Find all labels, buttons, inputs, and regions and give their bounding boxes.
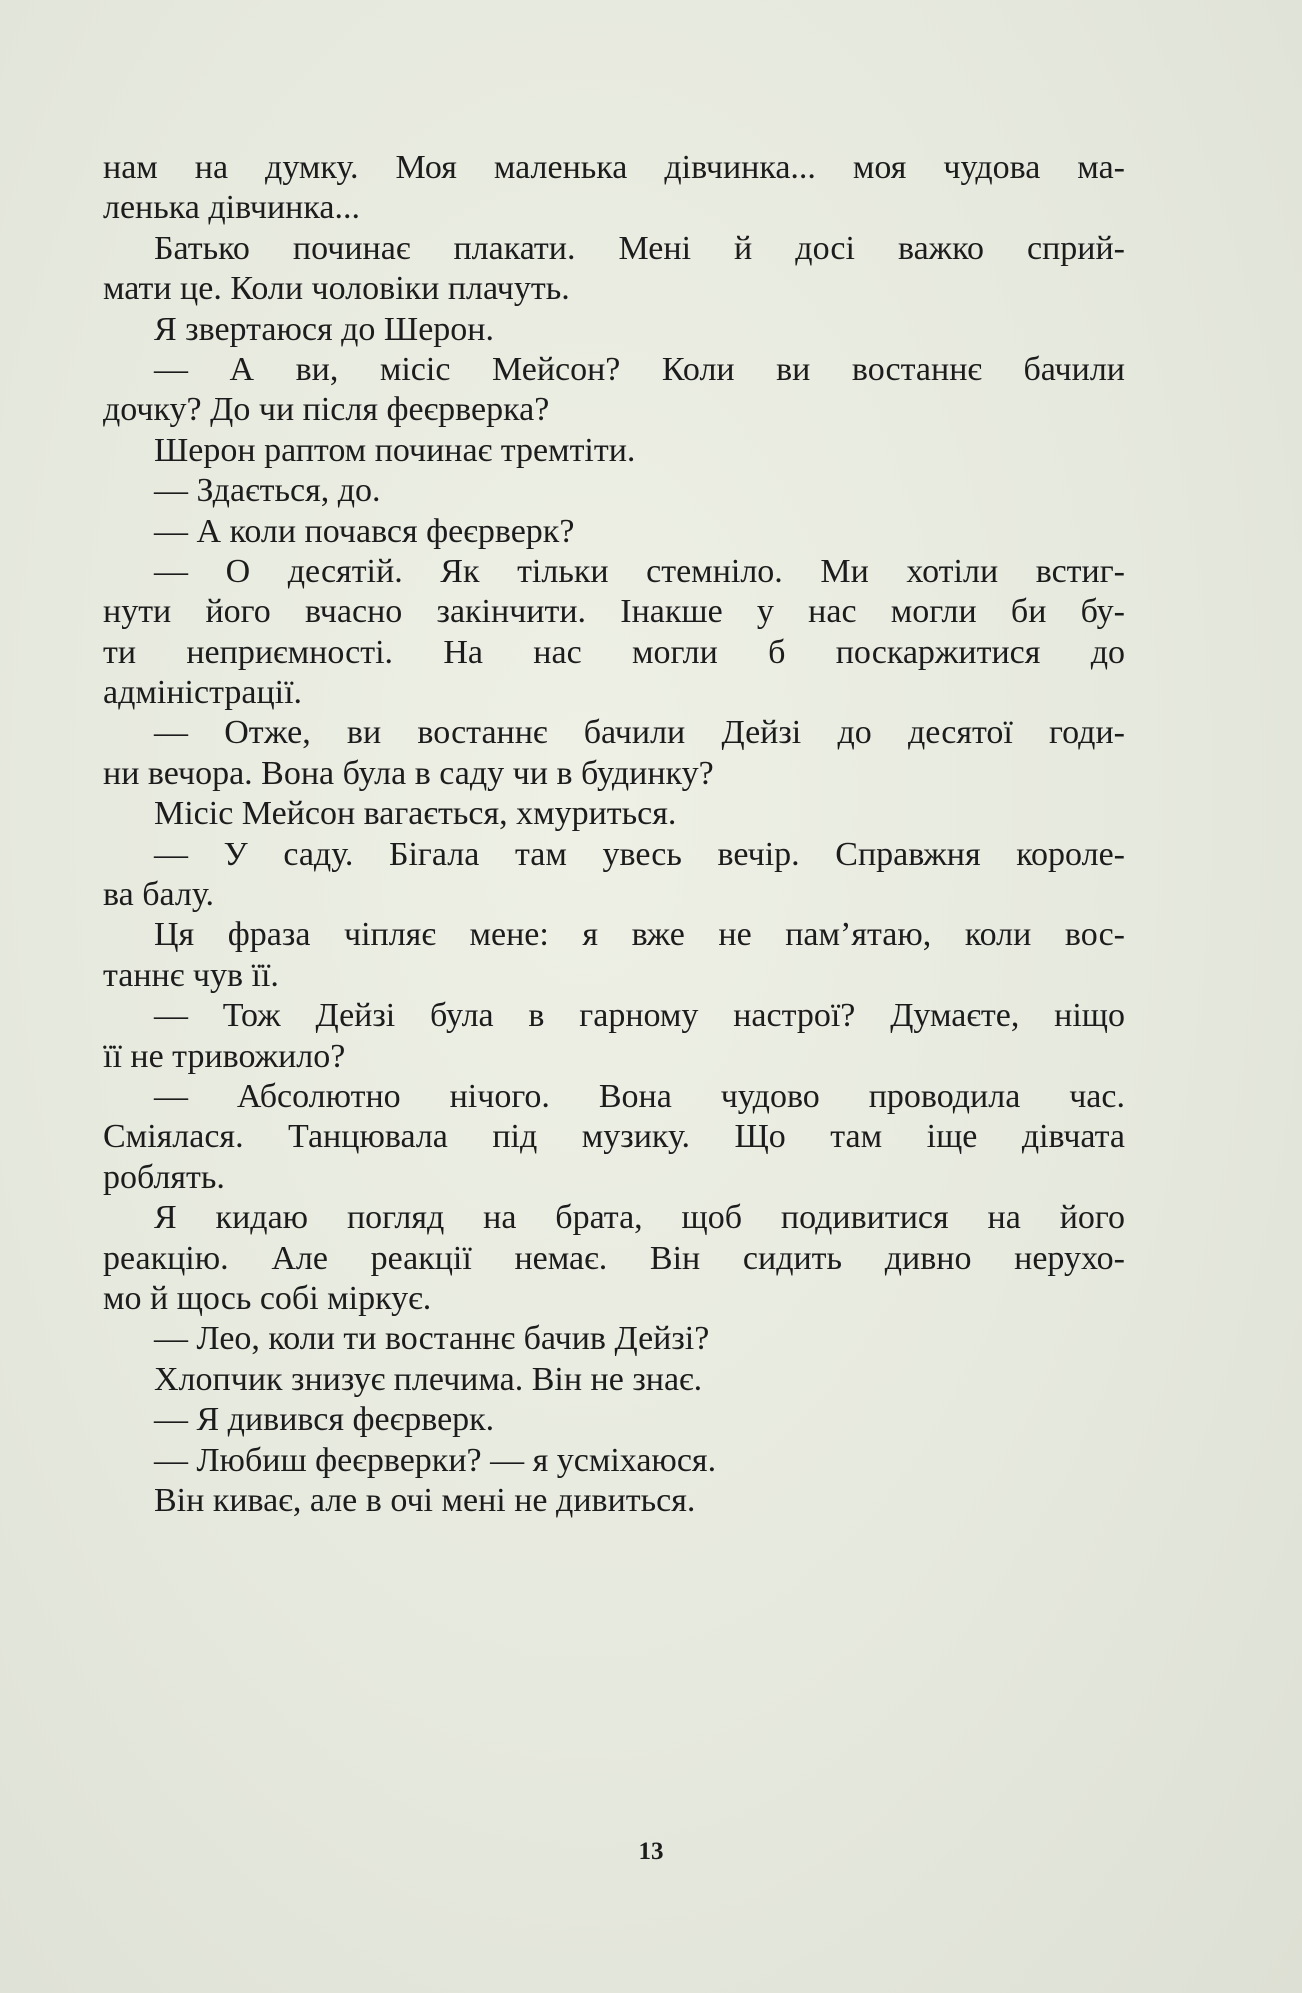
text-line: мо й щось собі міркує. xyxy=(103,1279,432,1317)
text-line: — Тож Дейзі була в гарному настрої? Думаєте, ніщо xyxy=(154,997,1125,1035)
text-line: нути його вчасно закінчити. Інакше у нас могли би бу- xyxy=(103,593,1125,631)
text-line: її не тривожило? xyxy=(103,1037,346,1075)
text-line: ва балу. xyxy=(103,876,214,914)
page-body-text xyxy=(103,148,1125,1521)
text-line: ленька дівчинка... xyxy=(103,189,360,227)
text-line: Ця фраза чіпляє мене: я вже не пам’ятаю, коли вос- xyxy=(154,916,1125,954)
text-line: — Я дивився феєрверк. xyxy=(154,1401,495,1439)
text-line: — У саду. Бігала там увесь вечір. Справжня короле- xyxy=(154,835,1125,873)
text-line: Хлопчик знизує плечима. Він не знає. xyxy=(154,1360,703,1398)
text-line: — Абсолютно нічого. Вона чудово проводила час. xyxy=(154,1077,1125,1115)
text-line: нам на думку. Моя маленька дівчинка... моя чудова ма- xyxy=(103,149,1125,186)
page-number: 13 xyxy=(638,1838,664,1865)
text-line: — Любиш феєрверки? — я усміхаюся. xyxy=(154,1441,717,1479)
text-line: — О десятій. Як тільки стемніло. Ми хотіли встиг- xyxy=(154,552,1125,590)
text-line: — Лео, коли ти востаннє бачив Дейзі? xyxy=(154,1320,710,1358)
text-line: — Отже, ви востаннє бачили Дейзі до десятої годи- xyxy=(154,714,1125,752)
text-line: Батько починає плакати. Мені й досі важко сприй- xyxy=(154,229,1125,267)
text-line: ни вечора. Вона була в саду чи в будинку? xyxy=(103,754,714,792)
text-line: дочку? До чи після феєрверка? xyxy=(103,391,550,429)
text-line: Сміялася. Танцювала під музику. Що там іще дівчата xyxy=(103,1118,1125,1156)
text-line: — А коли почався феєрверк? xyxy=(154,512,575,550)
text-line: Я звертаюся до Шерон. xyxy=(154,310,494,348)
text-line: Місіс Мейсон вагається, хмуриться. xyxy=(154,795,677,833)
text-line: реакцію. Але реакції немає. Він сидить дивно нерухо- xyxy=(103,1239,1125,1277)
text-line: роблять. xyxy=(103,1158,225,1196)
text-line: Я кидаю погляд на брата, щоб подивитися на його xyxy=(154,1199,1125,1237)
text-line: Шерон раптом починає тремтіти. xyxy=(154,431,636,469)
text-line: мати це. Коли чоловіки плачуть. xyxy=(103,270,570,308)
text-line: адміністрації. xyxy=(103,674,303,712)
text-line: ти неприємності. На нас могли б поскаржитися до xyxy=(103,633,1125,671)
text-line: — А ви, місіс Мейсон? Коли ви востаннє бачили xyxy=(154,350,1125,388)
text-line: таннє чув її. xyxy=(103,956,279,994)
text-line: Він киває, але в очі мені не дивиться. xyxy=(154,1481,696,1519)
text-line: — Здається, до. xyxy=(154,472,381,510)
